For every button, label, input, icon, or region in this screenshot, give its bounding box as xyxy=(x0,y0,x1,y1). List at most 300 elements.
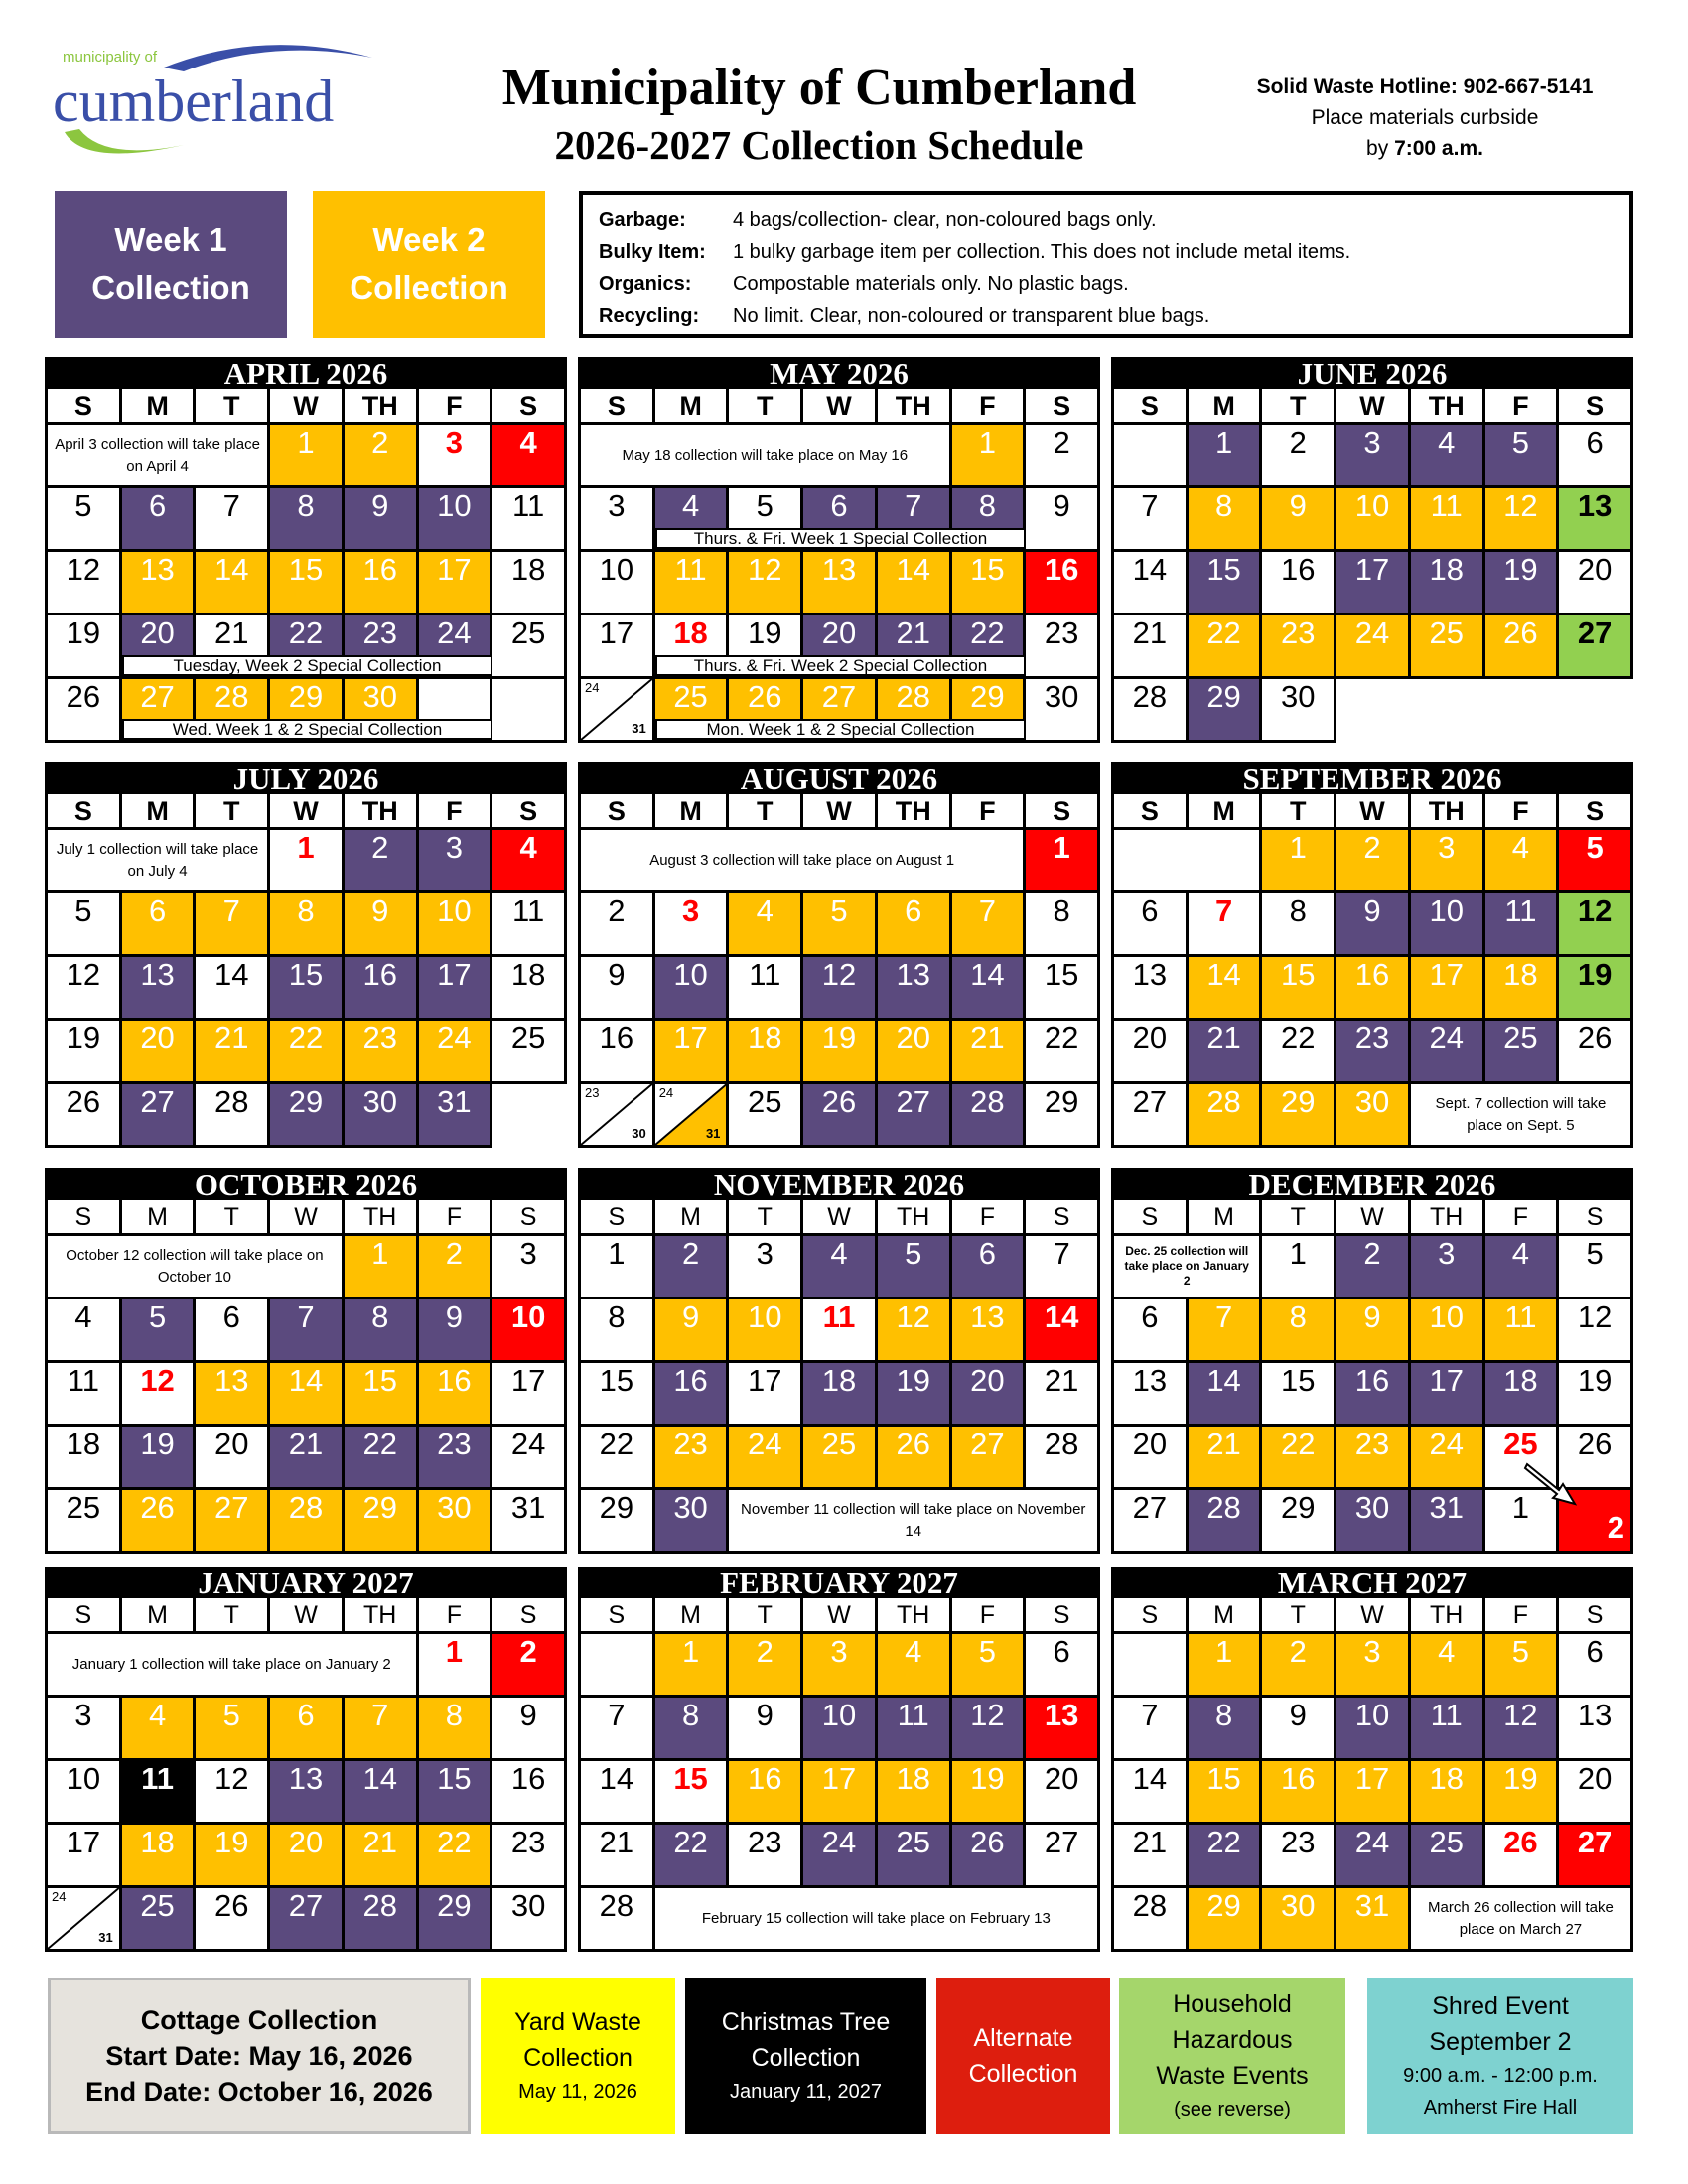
week-row xyxy=(578,1363,1100,1427)
day-cell: 20 xyxy=(803,615,878,679)
day-cell: 10 xyxy=(419,893,493,957)
weekday-label: T xyxy=(1262,389,1336,425)
week-cells xyxy=(578,1084,1100,1148)
day-cell: 21 xyxy=(1189,1427,1263,1490)
day-cell: 28 xyxy=(196,1084,270,1148)
week-cells xyxy=(45,1761,567,1825)
legend-christmas-tree xyxy=(685,1978,926,2134)
week-1-legend xyxy=(55,191,287,338)
week-cells xyxy=(578,893,1100,957)
day-cell: 20 xyxy=(1114,1427,1189,1490)
day-cell: 2 xyxy=(345,830,419,893)
split-day-bottom: 30 xyxy=(632,1126,646,1141)
day-cell: 17 xyxy=(729,1363,803,1427)
day-cell: 26 xyxy=(1485,1825,1560,1888)
day-cell: 25 xyxy=(729,1084,803,1148)
month-title: MAY 2026 xyxy=(578,357,1100,389)
day-cell: 2 xyxy=(492,1634,567,1698)
legend-text: Alternate xyxy=(973,2024,1073,2052)
rule-label: Organics: xyxy=(599,272,692,295)
week-row xyxy=(578,1299,1100,1363)
week-row xyxy=(1111,488,1633,552)
empty-cell xyxy=(1114,1634,1189,1698)
collection-note: February 15 collection will take place on February 13 xyxy=(655,1888,1100,1952)
day-cell: 26 xyxy=(1559,1427,1633,1490)
special-collection-banner: Wed. Week 1 & 2 Special Collection xyxy=(122,719,493,740)
day-cell: 12 xyxy=(1485,1698,1560,1761)
week-cells xyxy=(1111,1825,1633,1888)
day-cell: 13 xyxy=(1559,1698,1633,1761)
weekday-label: M xyxy=(655,1598,730,1634)
weekday-label: F xyxy=(1485,1200,1560,1236)
month-title: DECEMBER 2026 xyxy=(1111,1168,1633,1200)
day-cell: 18 xyxy=(492,552,567,615)
week-row xyxy=(1111,615,1633,679)
weekday-label: W xyxy=(1336,389,1411,425)
day-cell: 17 xyxy=(492,1363,567,1427)
week-cells xyxy=(578,425,1100,488)
day-cell: 21 xyxy=(878,615,952,679)
day-cell: 3 xyxy=(803,1634,878,1698)
day-cell: 16 xyxy=(419,1363,493,1427)
collection-note: March 26 collection will take place on March 27 xyxy=(1411,1888,1633,1952)
day-cell: 26 xyxy=(122,1490,197,1554)
legend-text: End Date: October 16, 2026 xyxy=(85,2077,433,2107)
day-cell: 2 xyxy=(655,1236,730,1299)
day-cell: 10 xyxy=(655,957,730,1021)
week-row xyxy=(1111,1299,1633,1363)
legend-alternate-collection xyxy=(936,1978,1110,2134)
day-cell: 10 xyxy=(1336,1698,1411,1761)
week-2-label: Week 2 xyxy=(372,221,486,258)
weekday-label: W xyxy=(1336,794,1411,830)
week-cells xyxy=(578,1021,1100,1084)
day-cell: 6 xyxy=(878,893,952,957)
legend-text: Waste Events xyxy=(1156,2062,1309,2090)
week-cells xyxy=(1111,957,1633,1021)
day-cell: 11 xyxy=(1485,893,1560,957)
week-cells xyxy=(1111,425,1633,488)
day-cell: 13 xyxy=(122,552,197,615)
day-cell: 9 xyxy=(581,957,655,1021)
day-cell: 11 xyxy=(492,488,567,552)
weekday-label: TH xyxy=(345,794,419,830)
day-cell: 6 xyxy=(1559,425,1633,488)
weekday-header xyxy=(578,794,1100,830)
day-cell: 25 xyxy=(803,1427,878,1490)
week-cells xyxy=(45,1236,567,1299)
week-row xyxy=(1111,1084,1633,1148)
day-cell: 12 xyxy=(1559,893,1633,957)
day-cell: 8 xyxy=(270,488,345,552)
week-row xyxy=(1111,957,1633,1021)
day-cell: 20 xyxy=(1559,552,1633,615)
weekday-label: TH xyxy=(1411,1598,1485,1634)
collection-note: May 18 collection will take place on May 16 xyxy=(581,425,952,488)
day-cell: 25 xyxy=(1411,615,1485,679)
day-cell: 21 xyxy=(1026,1363,1100,1427)
day-cell: 2 xyxy=(1262,425,1336,488)
week-cells xyxy=(45,830,567,893)
day-cell: 24 xyxy=(803,1825,878,1888)
rule-recycling xyxy=(599,300,1614,332)
day-cell: 25 xyxy=(655,679,730,743)
weekday-label: F xyxy=(419,1598,493,1634)
weekday-label: S xyxy=(1559,389,1633,425)
month-august-2026 xyxy=(578,762,1100,1158)
day-cell: 4 xyxy=(122,1698,197,1761)
weekday-label: W xyxy=(1336,1598,1411,1634)
weekday-label: F xyxy=(952,1200,1027,1236)
day-cell: 10 xyxy=(581,552,655,615)
legend-hazardous-waste xyxy=(1119,1978,1345,2134)
day-cell: 22 xyxy=(655,1825,730,1888)
weekday-label: F xyxy=(1485,389,1560,425)
week-row xyxy=(45,488,567,552)
rule-label: Recycling: xyxy=(599,304,700,327)
day-cell: 4 xyxy=(492,830,567,893)
weekday-label: TH xyxy=(878,1200,952,1236)
day-cell: 4 xyxy=(803,1236,878,1299)
day-cell: 18 xyxy=(1411,552,1485,615)
day-cell: 16 xyxy=(1026,552,1100,615)
day-cell: 10 xyxy=(48,1761,122,1825)
weekday-label: S xyxy=(581,389,655,425)
day-cell: 1 xyxy=(1189,1634,1263,1698)
rule-bulky xyxy=(599,236,1614,268)
weekday-label: F xyxy=(952,389,1027,425)
day-cell: 5 xyxy=(1559,830,1633,893)
day-cell: 14 xyxy=(581,1761,655,1825)
day-cell: 22 xyxy=(270,1021,345,1084)
day-cell: 4 xyxy=(1411,1634,1485,1698)
day-cell: 17 xyxy=(655,1021,730,1084)
curbside-note: Place materials curbside xyxy=(1311,106,1539,129)
week-row xyxy=(1111,830,1633,893)
split-day-cell xyxy=(655,1084,730,1148)
collection-note: October 12 collection will take place on October 10 xyxy=(48,1236,345,1299)
day-cell: 9 xyxy=(1336,1299,1411,1363)
day-cell: 12 xyxy=(803,957,878,1021)
day-cell: 18 xyxy=(1411,1761,1485,1825)
day-cell: 29 xyxy=(581,1490,655,1554)
day-cell: 6 xyxy=(1559,1634,1633,1698)
split-day-cell xyxy=(581,679,655,743)
week-row xyxy=(578,488,1100,552)
weekday-label: TH xyxy=(345,389,419,425)
day-cell: 25 xyxy=(878,1825,952,1888)
week-row xyxy=(1111,552,1633,615)
day-cell: 3 xyxy=(655,893,730,957)
split-day-top: 24 xyxy=(52,1889,67,1904)
day-cell: 8 xyxy=(581,1299,655,1363)
day-cell: 30 xyxy=(345,1084,419,1148)
day-cell: 4 xyxy=(1485,1236,1560,1299)
week-cells xyxy=(1111,615,1633,679)
day-cell: 10 xyxy=(492,1299,567,1363)
rule-text: 1 bulky garbage item per collection. This does not include metal items. xyxy=(733,240,1351,263)
month-november-2026 xyxy=(578,1168,1100,1564)
hotline-info xyxy=(1221,71,1628,164)
week-cells xyxy=(578,1698,1100,1761)
week-cells xyxy=(45,1084,567,1148)
weekday-label: TH xyxy=(878,1598,952,1634)
week-cells xyxy=(578,1299,1100,1363)
day-cell: 10 xyxy=(729,1299,803,1363)
day-cell: 25 xyxy=(492,615,567,679)
week-cells xyxy=(45,1698,567,1761)
day-cell: 7 xyxy=(1189,1299,1263,1363)
month-february-2027 xyxy=(578,1567,1100,1962)
week-row xyxy=(578,1698,1100,1761)
day-cell: 26 xyxy=(1485,615,1560,679)
day-cell: 25 xyxy=(492,1021,567,1084)
weekday-label: S xyxy=(1559,1200,1633,1236)
month-june-2026 xyxy=(1111,357,1633,752)
day-cell: 11 xyxy=(1411,1698,1485,1761)
day-cell: 9 xyxy=(729,1698,803,1761)
day-cell: 11 xyxy=(1485,1299,1560,1363)
week-row xyxy=(45,1490,567,1554)
collection-rules xyxy=(579,191,1633,338)
day-cell: 27 xyxy=(1026,1825,1100,1888)
day-cell: 12 xyxy=(729,552,803,615)
weekday-label: S xyxy=(48,389,122,425)
rule-text: Compostable materials only. No plastic bags. xyxy=(733,272,1129,295)
day-cell: 19 xyxy=(48,615,122,679)
weekday-label: S xyxy=(581,794,655,830)
weekday-label: W xyxy=(803,389,878,425)
day-cell: 13 xyxy=(1559,488,1633,552)
day-cell: 21 xyxy=(1114,1825,1189,1888)
day-cell: 22 xyxy=(270,615,345,679)
day-cell: 7 xyxy=(1026,1236,1100,1299)
day-cell: 10 xyxy=(1411,893,1485,957)
week-row xyxy=(45,425,567,488)
day-cell: 21 xyxy=(196,615,270,679)
day-cell: 5 xyxy=(729,488,803,552)
week-cells xyxy=(1111,679,1633,743)
day-cell: 3 xyxy=(1336,1634,1411,1698)
day-cell: 3 xyxy=(419,425,493,488)
day-cell: 3 xyxy=(1336,425,1411,488)
day-cell: 18 xyxy=(655,615,730,679)
weekday-label: S xyxy=(581,1200,655,1236)
day-cell: 22 xyxy=(1262,1427,1336,1490)
empty-cell xyxy=(581,1634,655,1698)
legend-shred-event xyxy=(1367,1978,1633,2134)
week-cells xyxy=(1111,1363,1633,1427)
svg-text:cumberland: cumberland xyxy=(53,68,335,134)
day-cell: 16 xyxy=(581,1021,655,1084)
page-subtitle: 2026-2027 Collection Schedule xyxy=(554,122,1084,168)
special-collection-banner: Mon. Week 1 & 2 Special Collection xyxy=(655,719,1027,740)
day-cell: 26 xyxy=(952,1825,1027,1888)
day-cell: 17 xyxy=(419,957,493,1021)
day-cell: 13 xyxy=(1114,1363,1189,1427)
week-row xyxy=(45,830,567,893)
day-cell: 16 xyxy=(492,1761,567,1825)
weekday-label: S xyxy=(1114,1598,1189,1634)
day-cell: 17 xyxy=(1411,1363,1485,1427)
day-cell: 15 xyxy=(952,552,1027,615)
week-cells xyxy=(45,1427,567,1490)
day-cell: 30 xyxy=(345,679,419,743)
day-cell: 15 xyxy=(581,1363,655,1427)
day-cell: 19 xyxy=(48,1021,122,1084)
day-cell: 11 xyxy=(655,552,730,615)
day-cell: 20 xyxy=(1114,1021,1189,1084)
day-cell: 11 xyxy=(122,1761,197,1825)
hotline-number: Solid Waste Hotline: 902-667-5141 xyxy=(1256,75,1594,98)
day-cell: 17 xyxy=(1336,552,1411,615)
weekday-label: M xyxy=(655,389,730,425)
day-cell: 19 xyxy=(1559,1363,1633,1427)
day-cell: 11 xyxy=(729,957,803,1021)
week-cells xyxy=(1111,1021,1633,1084)
week-cells xyxy=(578,957,1100,1021)
day-cell: 20 xyxy=(952,1363,1027,1427)
day-cell: 30 xyxy=(492,1888,567,1952)
week-cells xyxy=(1111,1634,1633,1698)
special-collection-banner: Thurs. & Fri. Week 2 Special Collection xyxy=(655,655,1027,676)
day-cell: 5 xyxy=(122,1299,197,1363)
day-cell: 23 xyxy=(345,1021,419,1084)
day-cell: 27 xyxy=(952,1427,1027,1490)
day-cell: 7 xyxy=(270,1299,345,1363)
week-cells xyxy=(45,1825,567,1888)
week-cells xyxy=(45,1490,567,1554)
day-cell: 5 xyxy=(1485,425,1560,488)
collection-note: August 3 collection will take place on August 1 xyxy=(581,830,1026,893)
day-cell: 10 xyxy=(1411,1299,1485,1363)
day-cell: 3 xyxy=(492,1236,567,1299)
weekday-header xyxy=(1111,1598,1633,1634)
week-row xyxy=(45,1888,567,1952)
empty-cell xyxy=(1485,679,1560,743)
day-cell: 18 xyxy=(492,957,567,1021)
day-cell: 27 xyxy=(878,1084,952,1148)
month-title: JUNE 2026 xyxy=(1111,357,1633,389)
day-cell: 17 xyxy=(1336,1761,1411,1825)
weekday-label: M xyxy=(122,1598,197,1634)
day-cell: 24 xyxy=(729,1427,803,1490)
split-day-cell xyxy=(581,1084,655,1148)
day-cell: 17 xyxy=(419,552,493,615)
day-cell: 7 xyxy=(1114,488,1189,552)
day-cell: 28 xyxy=(952,1084,1027,1148)
day-cell: 29 xyxy=(270,1084,345,1148)
day-cell: 14 xyxy=(196,552,270,615)
day-cell: 26 xyxy=(1559,1021,1633,1084)
day-cell: 24 xyxy=(492,1427,567,1490)
weekday-label: S xyxy=(48,794,122,830)
weekday-header xyxy=(1111,1200,1633,1236)
weekday-label: S xyxy=(492,1200,567,1236)
week-row xyxy=(45,615,567,679)
weekday-header xyxy=(45,1200,567,1236)
day-cell: 5 xyxy=(952,1634,1027,1698)
day-cell: 9 xyxy=(1262,1698,1336,1761)
day-cell: 25 xyxy=(1485,1021,1560,1084)
week-row xyxy=(45,1084,567,1148)
day-cell: 21 xyxy=(581,1825,655,1888)
week-row xyxy=(578,552,1100,615)
day-cell: 29 xyxy=(1189,679,1263,743)
collection-note: April 3 collection will take place on April 4 xyxy=(48,425,270,488)
legend-text: September 2 xyxy=(1429,2028,1572,2056)
weekday-label: F xyxy=(1485,794,1560,830)
weekday-label: F xyxy=(1485,1598,1560,1634)
day-cell: 20 xyxy=(878,1021,952,1084)
day-cell: 24 xyxy=(1336,615,1411,679)
day-cell: 12 xyxy=(196,1761,270,1825)
legend-cottage-collection xyxy=(48,1978,471,2134)
week-cells xyxy=(45,1021,567,1084)
day-cell: 13 xyxy=(952,1299,1027,1363)
week-row xyxy=(578,1761,1100,1825)
day-cell: 13 xyxy=(803,552,878,615)
day-cell: 9 xyxy=(492,1698,567,1761)
day-cell: 6 xyxy=(1114,893,1189,957)
week-2-sublabel: Collection xyxy=(350,269,508,306)
day-cell: 30 xyxy=(419,1490,493,1554)
month-title: NOVEMBER 2026 xyxy=(578,1168,1100,1200)
day-cell: 1 xyxy=(655,1634,730,1698)
day-cell: 26 xyxy=(48,679,122,743)
month-title: APRIL 2026 xyxy=(45,357,567,389)
weekday-label: T xyxy=(729,1598,803,1634)
weekday-label: M xyxy=(1189,1598,1263,1634)
month-may-2026 xyxy=(578,357,1100,752)
legend-text: Collection xyxy=(751,2044,861,2072)
week-row xyxy=(578,1084,1100,1148)
day-cell: 15 xyxy=(270,957,345,1021)
day-cell: 13 xyxy=(1026,1698,1100,1761)
legend-date: January 11, 2027 xyxy=(729,2081,883,2103)
weekday-label: TH xyxy=(1411,1200,1485,1236)
split-day-top: 24 xyxy=(585,680,600,695)
day-cell: 17 xyxy=(803,1761,878,1825)
week-cells xyxy=(578,1634,1100,1698)
legend-text: Collection xyxy=(523,2044,633,2072)
month-title: OCTOBER 2026 xyxy=(45,1168,567,1200)
weekday-label: W xyxy=(803,794,878,830)
day-cell: 19 xyxy=(952,1761,1027,1825)
day-cell: 28 xyxy=(581,1888,655,1952)
day-cell: 6 xyxy=(122,893,197,957)
day-cell: 20 xyxy=(122,1021,197,1084)
week-row xyxy=(1111,679,1633,743)
day-cell: 29 xyxy=(1189,1888,1263,1952)
day-cell: 28 xyxy=(270,1490,345,1554)
weekday-label: S xyxy=(1026,1200,1100,1236)
day-cell: 1 xyxy=(270,425,345,488)
month-april-2026 xyxy=(45,357,567,752)
svg-text:municipality of: municipality of xyxy=(63,49,158,66)
day-cell: 3 xyxy=(1411,1236,1485,1299)
empty-cell xyxy=(1559,679,1633,743)
day-cell: 18 xyxy=(48,1427,122,1490)
weekday-label: T xyxy=(196,389,270,425)
day-cell: 26 xyxy=(48,1084,122,1148)
week-1-sublabel: Collection xyxy=(91,269,250,306)
day-cell: 31 xyxy=(1411,1490,1485,1554)
day-cell: 23 xyxy=(1262,1825,1336,1888)
week-cells xyxy=(45,1299,567,1363)
legend-text: Yard Waste xyxy=(514,2008,641,2036)
day-cell: 16 xyxy=(345,552,419,615)
